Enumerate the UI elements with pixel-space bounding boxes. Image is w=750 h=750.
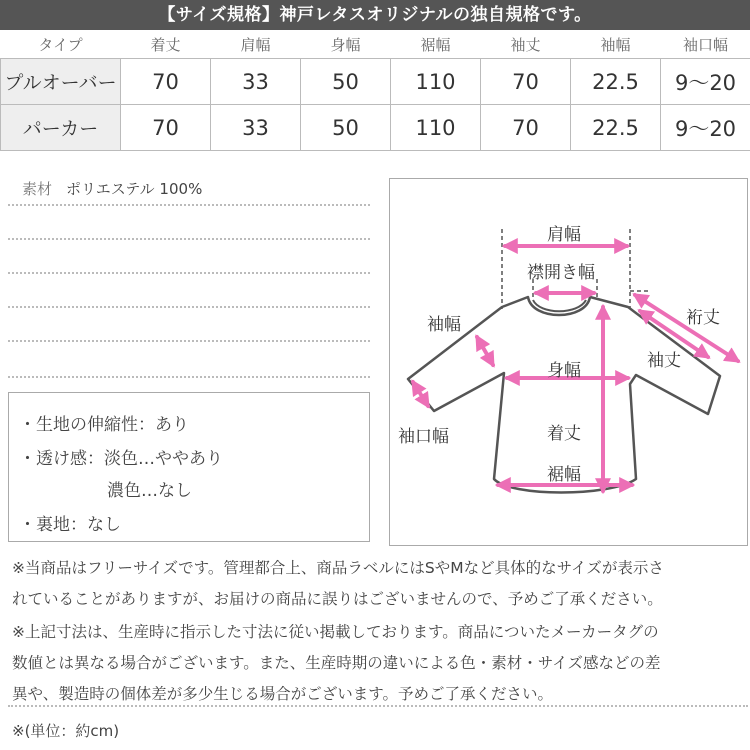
label-length: 着丈: [547, 424, 581, 444]
header-sleeve-length: 袖丈: [510, 35, 541, 54]
note-line: 異や、製造時の個体差が多少生じる場合がございます。予めご了承ください。: [12, 685, 553, 703]
row-type-cell: パーカー: [1, 105, 121, 151]
table-row: [1, 59, 750, 105]
table-cell: 50: [301, 105, 391, 151]
page-title: 【サイズ規格】神戸レタスオリジナルの独自規格です。: [0, 0, 750, 30]
material-value: ポリエステル 100%: [66, 180, 203, 198]
dotted-divider: [8, 204, 370, 206]
label-sleeve-length: 袖丈: [647, 351, 681, 371]
label-sleeve-width: 袖幅: [427, 315, 461, 335]
measurement-diagram: [389, 178, 748, 546]
table-cell: 70: [481, 105, 571, 151]
dotted-divider: [8, 340, 370, 342]
header-shoulder: 肩幅: [240, 35, 271, 54]
note-line: ※上記寸法は、生産時に指示した寸法に従い掲載しております。商品についたメーカータグの: [12, 623, 659, 641]
note-free-size: [12, 553, 742, 615]
note-line: れていることがありますが、お届けの商品に誤りはございませんので、予めご了承ください。: [12, 590, 663, 608]
header-length: 着丈: [150, 35, 181, 54]
header-sleeve-width: 袖幅: [600, 35, 631, 54]
dotted-divider: [8, 272, 370, 274]
table-cell: 33: [211, 105, 301, 151]
dotted-divider: [8, 705, 748, 707]
header-type: タイプ: [38, 35, 83, 54]
table-cell: 9〜20: [661, 105, 750, 151]
note-line: 数値とは異なる場合がございます。また、生産時期の違いによる色・素材・サイズ感などの差: [12, 654, 661, 672]
sheer-property: ・透け感：淡色…ややあり: [19, 449, 223, 469]
label-cuff: 袖口幅: [398, 427, 449, 447]
label-neck: 襟開き幅: [527, 263, 595, 283]
label-shoulder: 肩幅: [547, 225, 581, 245]
unit-note: ※(単位：約cm): [12, 722, 120, 740]
table-cell: 110: [391, 105, 481, 151]
note-measurements: [12, 617, 742, 710]
table-cell: 22.5: [571, 59, 661, 105]
dotted-divider: [8, 306, 370, 308]
note-line: ※当商品はフリーサイズです。管理都合上、商品ラベルにはSやMなど具体的なサイズが表示さ: [12, 559, 664, 577]
stretch-property: ・生地の伸縮性：あり: [19, 415, 189, 435]
size-table: [0, 30, 750, 151]
header-body-width: 身幅: [330, 35, 361, 54]
table-cell: 22.5: [571, 105, 661, 151]
material-line: [22, 178, 202, 199]
neckline: [533, 300, 586, 311]
table-cell: 33: [211, 59, 301, 105]
table-cell: 70: [121, 105, 211, 151]
label-yuki: 裄丈: [686, 308, 720, 328]
table-cell: 9〜20: [661, 59, 750, 105]
label-body-width: 身幅: [547, 361, 581, 381]
label-hem: 裾幅: [547, 465, 581, 485]
table-cell: 70: [481, 59, 571, 105]
table-cell: 70: [121, 59, 211, 105]
sheer-dark-property: 濃色…なし: [107, 481, 192, 501]
row-type-cell: プルオーバー: [1, 59, 121, 105]
table-cell: 110: [391, 59, 481, 105]
table-cell: 50: [301, 59, 391, 105]
header-hem-width: 裾幅: [420, 35, 451, 54]
dotted-divider: [8, 238, 370, 240]
lining-property: ・裏地：なし: [19, 515, 121, 535]
fabric-properties-box: [8, 392, 370, 542]
table-row: [1, 105, 750, 151]
material-label: 素材: [22, 180, 53, 198]
header-cuff-width: 袖口幅: [682, 35, 728, 54]
dotted-divider: [8, 376, 370, 378]
